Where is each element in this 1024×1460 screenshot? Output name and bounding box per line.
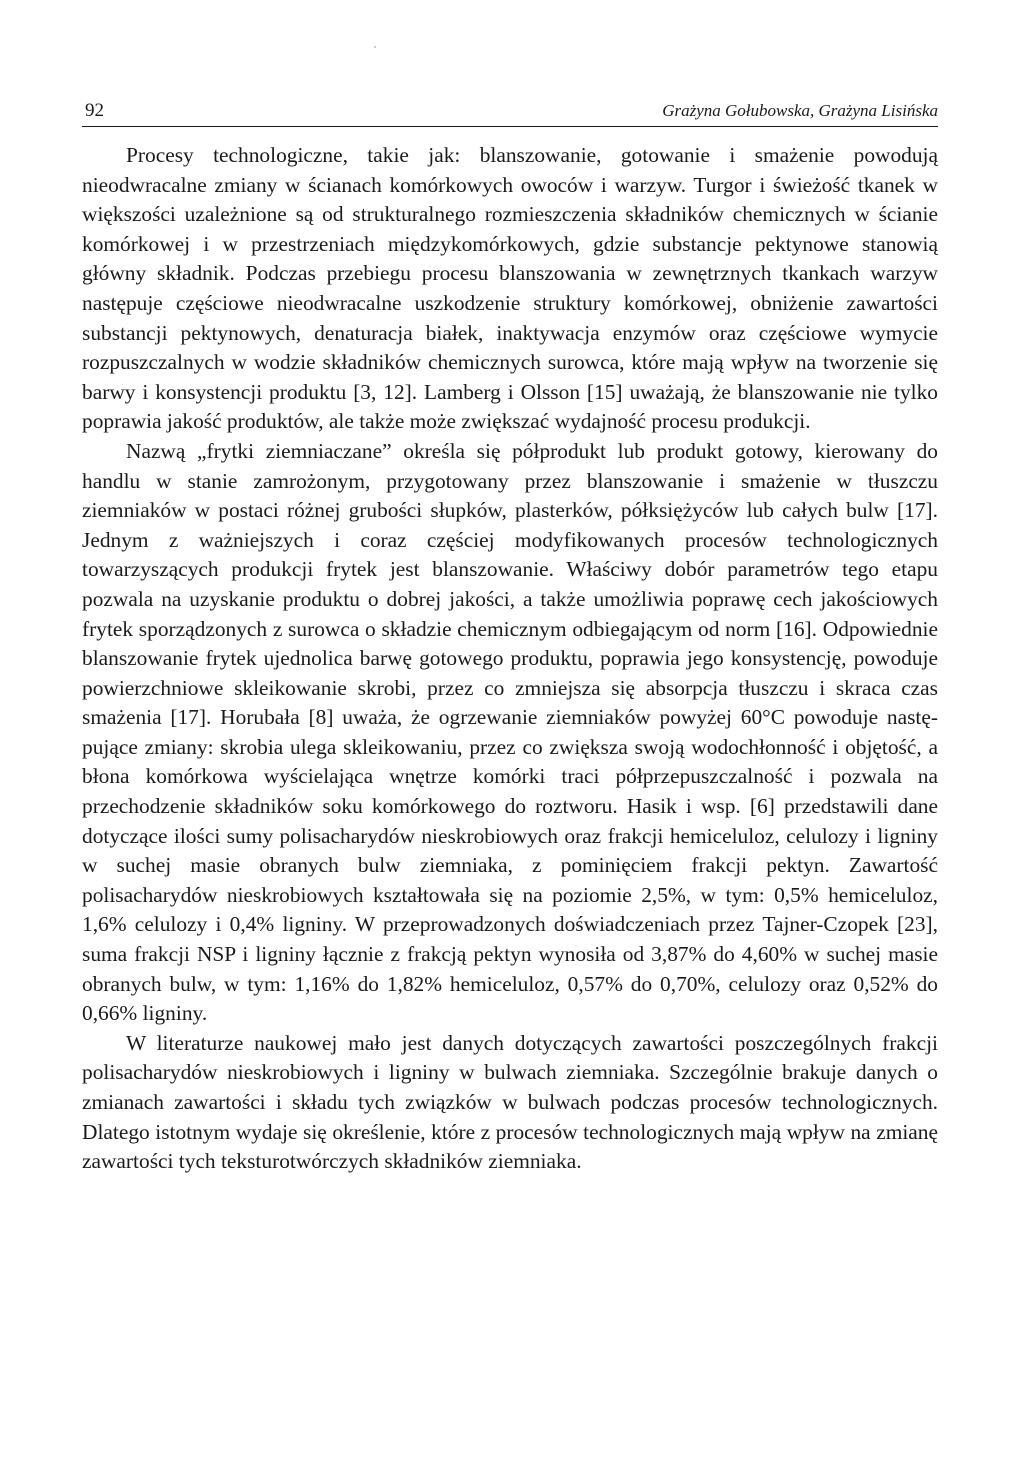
running-head-authors: Grażyna Gołubowska, Grażyna Lisińska (662, 101, 938, 120)
page-number: 92 (85, 100, 104, 121)
paragraph-french-fries: Nazwą „frytki ziemniaczane” określa się półprodukt lub produkt gotowy, kierowany do handlu w stanie zamrożonym, przygotowany przez blanszowanie i smażenie w tłuszczu ziemniaków w postaci różnej grubości słupków, plasterków, półksiężyców lub całych bulw [17]. Jednym z ważniejszych i coraz częściej modyfikowanych procesów technologicznych towarzyszących produkcji frytek jest blanszowanie. Właściwy dobór parametrów tego etapu pozwala na uzyskanie produktu o dobrej jakości, a także umożliwia poprawę cech jakościowych frytek sporządzonych z surowca o składzie chemicznym odbiegającym od norm [16]. Odpowiednie blanszowanie frytek ujednolica barwę gotowego produktu, poprawia jego konsystencję, powoduje powierzchniowe skleikowanie skrobi, przez co zmniejsza się absorpcja tłuszczu i skraca czas smażenia [17]. Horubała [8] uważa, że ogrzewanie ziemniaków powyżej 60°C powoduje następujące zmiany: skrobia ulega skleikowaniu, przez co zwiększa swoją wodochłonność i objętość, a błona komórkowa wyścielająca wnętrze komórki traci półprzepuszczalność i pozwala na przechodzenie składników soku komórkowego do roztworu. Hasik i wsp. [6] przedstawili dane dotyczące ilości sumy polisacharydów nieskrobiowych oraz frakcji hemiceluloz, celulozy i ligniny w suchej masie obranych bulw ziemniaka, z pominięciem frakcji pektyn. Zawartość polisacharydów nieskrobiowych kształtowała się na poziomie 2,5%, w tym: 0,5% hemiceluloz, 1,6% celulozy i 0,4% ligniny. W przeprowadzonych doświadczeniach przez Tajner-Czopek [23], suma frakcji NSP i ligniny łącznie z frakcją pektyn wynosiła od 3,87% do 4,60% w suchej masie obranych bulw, w tym: 1,16% do 1,82% hemiceluloz, 0,57% do 0,70%, celulozy oraz 0,52% do 0,66% ligniny. (82, 438, 938, 1026)
paragraph-literature-gap: W literaturze naukowej mało jest danych dotyczących zawartości poszczególnych frakcji polisacharydów nieskrobiowych i ligniny w bulwach ziemniaka. Szczególnie brakuje danych o zmianach zawartości i składu tych związków w bulwach podczas procesów technologicznych. Dlatego istotnym wydaje się określenie, które z procesów technologicznych mają wpływ na zmianę zawartości tych teksturotwórczych składników ziemniaka. (82, 1030, 938, 1174)
document-page (82, 100, 938, 1177)
paragraph-blanching-effects: Procesy technologiczne, takie jak: blanszowanie, gotowanie i smażenie powodują nieodwracalne zmiany w ścianach komórkowych owoców i warzyw. Turgor i świeżość tkanek w większości uzależnione są od strukturalnego rozmieszczenia składników chemicznych w ścianie komórkowej i w przestrzeniach międzykomórkowych, gdzie substancje pektynowe stanowią główny składnik. Podczas przebiegu procesu blanszowania w zewnętrznych tkankach warzyw następuje częściowe nieodwracalne uszkodzenie struktury komórkowej, obniżenie zawartości substancji pektynowych, denaturacja białek, inaktywacja enzymów oraz częściowe wymycie rozpuszczalnych w wodzie składników chemicznych surowca, które mają wpływ na tworzenie się barwy i konsystencji produktu [3, 12]. Lamberg i Olsson [15] uważają, że blanszowanie nie tylko poprawia jakość produktów, ale także może zwiększać wydajność procesu produkcji. (82, 143, 938, 434)
page-header (82, 100, 938, 127)
scan-speck (374, 46, 376, 48)
body-text (82, 141, 938, 1177)
